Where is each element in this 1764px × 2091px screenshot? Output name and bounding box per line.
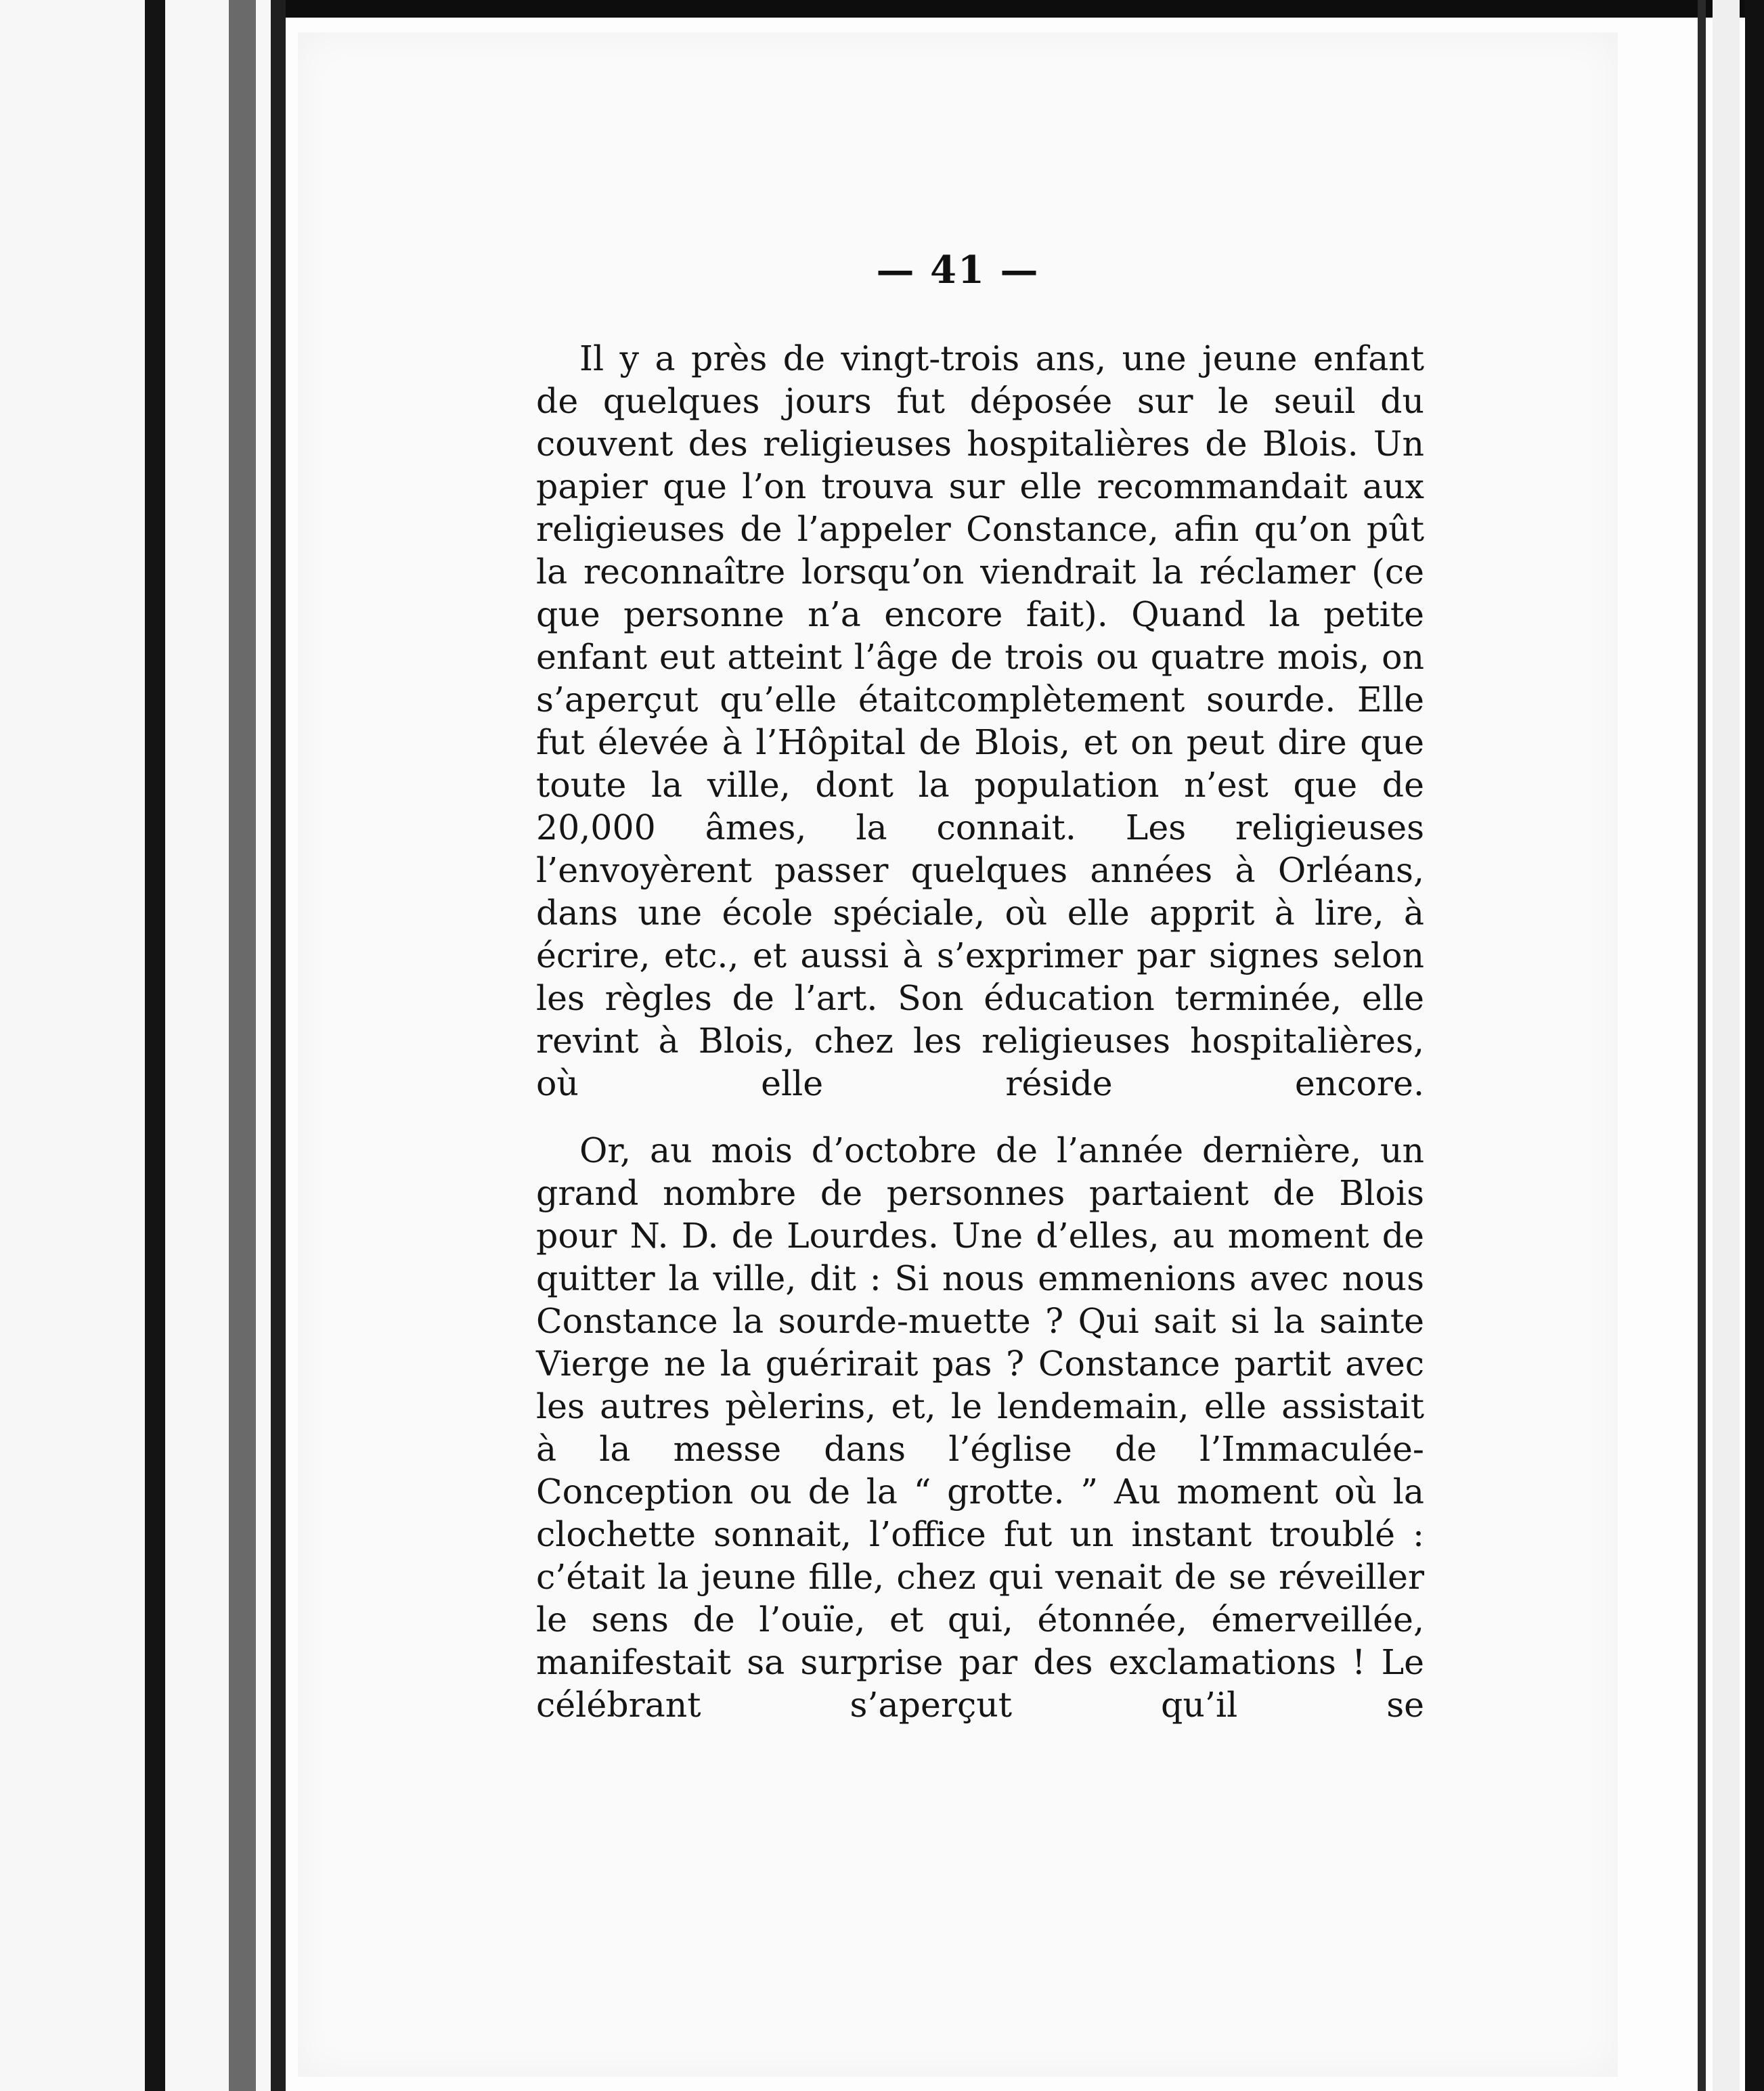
paragraph-2: Or, au mois d’octobre de l’année dernière, un grand nombre de personnes partaient de Blois pour N. D. de Lourdes. Une d’elles, au moment de quitter la ville, dit : Si nous emmenions avec nous Constance la sourde-muette ? Qui sait si la sainte Vierge ne la guérirait pas ? Constance partit avec les autres pèlerins, et, le lendemain, elle assistait à la messe dans l’église de l’Immaculée-Conception ou de la “ grotte. ” Au moment où la clochette sonnait, l’office fut un instant troublé : c’était la jeune fille, chez qui venait de se réveiller le sens de l’ouïe, et qui, étonnée, émerveillée, manifestait sa surprise par des exclamations ! Le célébrant s’aperçut qu’il se (536, 1130, 1424, 1725)
book-page (298, 32, 1618, 2077)
right-edge-shadow (1745, 0, 1764, 2091)
binding-bar (145, 0, 165, 2091)
paragraph-1: Il y a près de vingt-trois ans, une jeune enfant de quelques jours fut déposée sur le seuil du couvent des religieuses hospitalières de Blois. Un papier que l’on trouva sur elle recommandait aux religieuses de l’appeler Constance, afin qu’on pût la reconnaître lorsqu’on viendrait la réclamer (ce que personne n’a encore fait). Quand la petite enfant eut atteint l’âge de trois ou quatre mois, on s’aperçut qu’elle étaitcomplètement sourde. Elle fut élevée à l’Hôpital de Blois, et on peut dire que toute la ville, dont la population n’est que de 20,000 âmes, la connait. Les religieuses l’envoyèrent passer quelques années à Orléans, dans une école spéciale, où elle apprit à lire, à écrire, etc., et aussi à s’exprimer par signes selon les règles de l’art. Son éducation terminée, elle revint à Blois, chez les religieuses hospitalières, où elle réside encore. (536, 338, 1424, 1103)
next-page-sliver (1713, 0, 1740, 2091)
page-edge-left (271, 0, 286, 2091)
page-number: — 41 — (876, 248, 1040, 292)
body-text (536, 337, 1424, 1726)
binding-shadow (229, 0, 256, 2091)
page-edge-right (1698, 0, 1706, 2091)
